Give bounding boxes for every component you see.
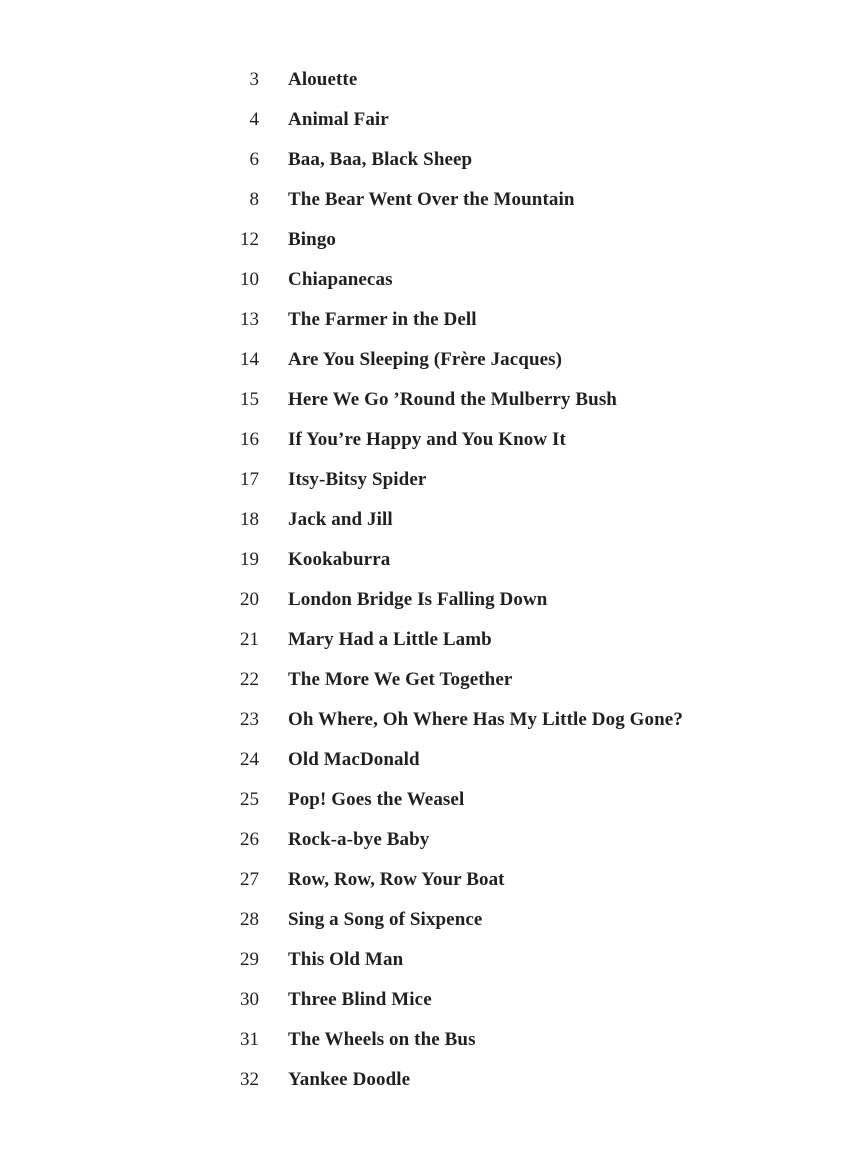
page-number: 31 xyxy=(240,1029,259,1050)
toc-entry xyxy=(0,106,864,146)
song-title: Jack and Jill xyxy=(288,509,393,530)
toc-entry xyxy=(0,146,864,186)
toc-entry xyxy=(0,306,864,346)
toc-entry xyxy=(0,946,864,986)
toc-entry xyxy=(0,506,864,546)
song-title: Yankee Doodle xyxy=(288,1069,411,1090)
toc-entry xyxy=(0,786,864,826)
page-number: 26 xyxy=(240,829,259,850)
song-title: Are You Sleeping (Frère Jacques) xyxy=(288,349,563,370)
song-title: Here We Go ’Round the Mulberry Bush xyxy=(288,389,617,410)
toc-entry xyxy=(0,1066,864,1106)
song-title: Animal Fair xyxy=(288,109,389,130)
song-title: Oh Where, Oh Where Has My Little Dog Gone? xyxy=(288,709,683,730)
page-number: 29 xyxy=(240,949,259,970)
song-title: This Old Man xyxy=(288,949,404,970)
page-number: 27 xyxy=(240,869,259,890)
song-title: The Bear Went Over the Mountain xyxy=(288,189,575,210)
toc-entry xyxy=(0,626,864,666)
song-title: The More We Get Together xyxy=(288,669,513,690)
page-number: 6 xyxy=(249,149,259,170)
page-number: 10 xyxy=(240,269,259,290)
toc-entry xyxy=(0,226,864,266)
page-number: 4 xyxy=(249,109,259,130)
page-number: 25 xyxy=(240,789,259,810)
song-title: The Wheels on the Bus xyxy=(288,1029,476,1050)
toc-entry xyxy=(0,706,864,746)
song-title: Kookaburra xyxy=(288,549,391,570)
toc-entry xyxy=(0,426,864,466)
page-number: 8 xyxy=(249,189,259,210)
toc-entry xyxy=(0,986,864,1026)
song-title: Three Blind Mice xyxy=(288,989,432,1010)
song-title: The Farmer in the Dell xyxy=(288,309,477,330)
song-title: Pop! Goes the Weasel xyxy=(288,789,465,810)
page-number: 14 xyxy=(240,349,259,370)
song-title: Sing a Song of Sixpence xyxy=(288,909,483,930)
toc-entry xyxy=(0,346,864,386)
toc-entry xyxy=(0,266,864,306)
toc-entry xyxy=(0,826,864,866)
table-of-contents xyxy=(0,66,864,1106)
page-number: 15 xyxy=(240,389,259,410)
toc-entry xyxy=(0,186,864,226)
page-number: 24 xyxy=(240,749,259,770)
toc-entry xyxy=(0,866,864,906)
song-title: Bingo xyxy=(288,229,337,250)
page-number: 21 xyxy=(240,629,259,650)
song-title: Rock-a-bye Baby xyxy=(288,829,430,850)
toc-entry xyxy=(0,666,864,706)
page-number: 32 xyxy=(240,1069,259,1090)
song-title: Row, Row, Row Your Boat xyxy=(288,869,505,890)
page-number: 28 xyxy=(240,909,259,930)
song-title: Alouette xyxy=(288,69,358,90)
toc-entry xyxy=(0,66,864,106)
page-number: 16 xyxy=(240,429,259,450)
song-title: Old MacDonald xyxy=(288,749,420,770)
page-number: 13 xyxy=(240,309,259,330)
song-title: If You’re Happy and You Know It xyxy=(288,429,566,450)
page-number: 18 xyxy=(240,509,259,530)
page-number: 22 xyxy=(240,669,259,690)
toc-entry xyxy=(0,386,864,426)
page-number: 30 xyxy=(240,989,259,1010)
toc-entry xyxy=(0,906,864,946)
page-number: 20 xyxy=(240,589,259,610)
song-title: London Bridge Is Falling Down xyxy=(288,589,548,610)
page-number: 3 xyxy=(249,69,259,90)
page-number: 23 xyxy=(240,709,259,730)
song-title: Itsy-Bitsy Spider xyxy=(288,469,427,490)
page-number: 12 xyxy=(240,229,259,250)
toc-entry xyxy=(0,1026,864,1066)
song-title: Baa, Baa, Black Sheep xyxy=(288,149,473,170)
page-number: 19 xyxy=(240,549,259,570)
toc-entry xyxy=(0,546,864,586)
song-title: Mary Had a Little Lamb xyxy=(288,629,492,650)
song-title: Chiapanecas xyxy=(288,269,393,290)
toc-entry xyxy=(0,466,864,506)
toc-entry xyxy=(0,586,864,626)
toc-entry xyxy=(0,746,864,786)
page-number: 17 xyxy=(240,469,259,490)
